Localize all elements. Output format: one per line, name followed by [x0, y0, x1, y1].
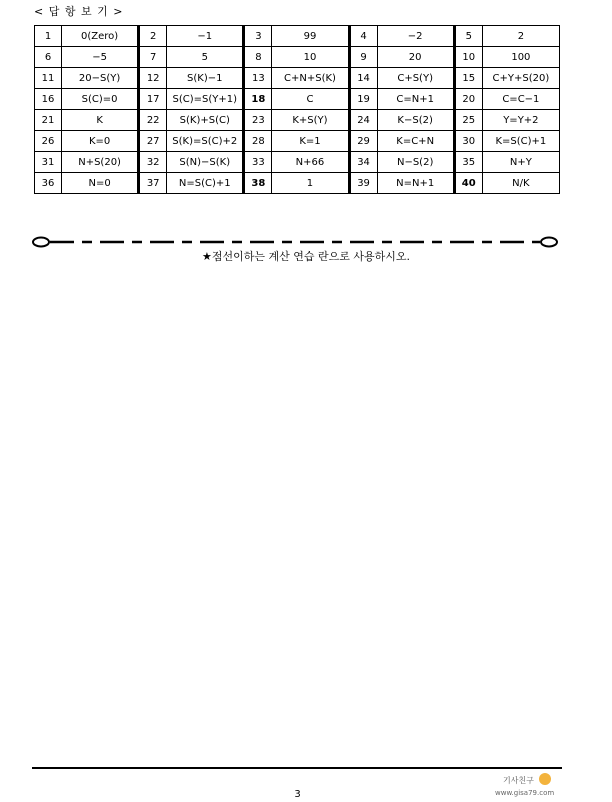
answer-value: N+66 — [272, 152, 349, 173]
answer-number: 23 — [244, 110, 272, 131]
answer-value: K−S(2) — [377, 110, 454, 131]
answer-number: 27 — [139, 131, 167, 152]
answer-value: C+Y+S(20) — [482, 68, 559, 89]
answer-value: 20 — [377, 47, 454, 68]
answer-value: K — [62, 110, 139, 131]
dashed-cut-line — [32, 235, 560, 249]
answer-number: 16 — [35, 89, 62, 110]
answer-value: Y=Y+2 — [482, 110, 559, 131]
answer-value: 99 — [272, 26, 349, 47]
answer-value: S(K)+S(C) — [167, 110, 244, 131]
answer-value: S(K)=S(C)+2 — [167, 131, 244, 152]
answer-number: 33 — [244, 152, 272, 173]
answer-number: 20 — [454, 89, 482, 110]
answer-number: 30 — [454, 131, 482, 152]
answer-number: 13 — [244, 68, 272, 89]
answer-number: 1 — [35, 26, 62, 47]
answer-number: 29 — [349, 131, 377, 152]
answer-value: C+S(Y) — [377, 68, 454, 89]
answer-value: N=S(C)+1 — [167, 173, 244, 194]
answer-number: 26 — [35, 131, 62, 152]
answer-number: 21 — [35, 110, 62, 131]
answer-value: K=1 — [272, 131, 349, 152]
answer-value: −2 — [377, 26, 454, 47]
page-number: 3 — [294, 789, 301, 800]
answer-value: N/K — [482, 173, 559, 194]
answer-value: 20−S(Y) — [62, 68, 139, 89]
answer-value: 0(Zero) — [62, 26, 139, 47]
answer-value: −1 — [167, 26, 244, 47]
answer-value: S(C)=0 — [62, 89, 139, 110]
answer-number: 22 — [139, 110, 167, 131]
brand-url: www.gisa79.com — [495, 789, 555, 797]
answer-number: 14 — [349, 68, 377, 89]
answer-value: K+S(Y) — [272, 110, 349, 131]
table-row — [35, 110, 560, 131]
answer-value: C+N+S(K) — [272, 68, 349, 89]
practice-area-note: ★점선이하는 계산 연습 란으로 사용하시오. — [202, 250, 410, 263]
answer-number: 5 — [454, 26, 482, 47]
table-row — [35, 173, 560, 194]
answer-number: 10 — [454, 47, 482, 68]
answer-number: 11 — [35, 68, 62, 89]
answer-value: K=0 — [62, 131, 139, 152]
answer-value: 5 — [167, 47, 244, 68]
answer-number: 40 — [454, 173, 482, 194]
brand-name: 기사친구 — [503, 776, 534, 785]
answer-number: 2 — [139, 26, 167, 47]
answer-value: C=C−1 — [482, 89, 559, 110]
answer-value: C=N+1 — [377, 89, 454, 110]
answer-number: 31 — [35, 152, 62, 173]
answer-number: 38 — [244, 173, 272, 194]
answer-number: 24 — [349, 110, 377, 131]
answer-number: 17 — [139, 89, 167, 110]
answer-value: 10 — [272, 47, 349, 68]
answer-number: 18 — [244, 89, 272, 110]
table-row — [35, 47, 560, 68]
answer-value: N−S(2) — [377, 152, 454, 173]
answer-number: 15 — [454, 68, 482, 89]
table-row — [35, 89, 560, 110]
table-row — [35, 131, 560, 152]
answer-number: 28 — [244, 131, 272, 152]
answer-value: N=0 — [62, 173, 139, 194]
answer-number: 6 — [35, 47, 62, 68]
answer-number: 32 — [139, 152, 167, 173]
answer-number: 7 — [139, 47, 167, 68]
table-row — [35, 152, 560, 173]
answer-value: −5 — [62, 47, 139, 68]
answer-value: C — [272, 89, 349, 110]
answer-options-table — [34, 25, 560, 194]
answer-value: S(K)−1 — [167, 68, 244, 89]
brand-badge-icon — [539, 773, 551, 785]
answer-value: N=N+1 — [377, 173, 454, 194]
answer-value: 1 — [272, 173, 349, 194]
answer-number: 39 — [349, 173, 377, 194]
answer-value: N+S(20) — [62, 152, 139, 173]
table-row — [35, 26, 560, 47]
answer-value: 2 — [482, 26, 559, 47]
answer-value: K=S(C)+1 — [482, 131, 559, 152]
table-row — [35, 68, 560, 89]
answer-number: 25 — [454, 110, 482, 131]
answer-number: 19 — [349, 89, 377, 110]
answer-number: 12 — [139, 68, 167, 89]
answer-value: K=C+N — [377, 131, 454, 152]
answer-number: 35 — [454, 152, 482, 173]
answer-value: S(N)−S(K) — [167, 152, 244, 173]
footer-divider — [32, 767, 562, 769]
answer-number: 9 — [349, 47, 377, 68]
answer-value: S(C)=S(Y+1) — [167, 89, 244, 110]
answer-number: 8 — [244, 47, 272, 68]
answer-number: 36 — [35, 173, 62, 194]
answer-number: 34 — [349, 152, 377, 173]
answer-value: N+Y — [482, 152, 559, 173]
answer-options-title: < 답 항 보 기 > — [34, 5, 124, 18]
answer-number: 3 — [244, 26, 272, 47]
answer-number: 37 — [139, 173, 167, 194]
answer-number: 4 — [349, 26, 377, 47]
answer-value: 100 — [482, 47, 559, 68]
